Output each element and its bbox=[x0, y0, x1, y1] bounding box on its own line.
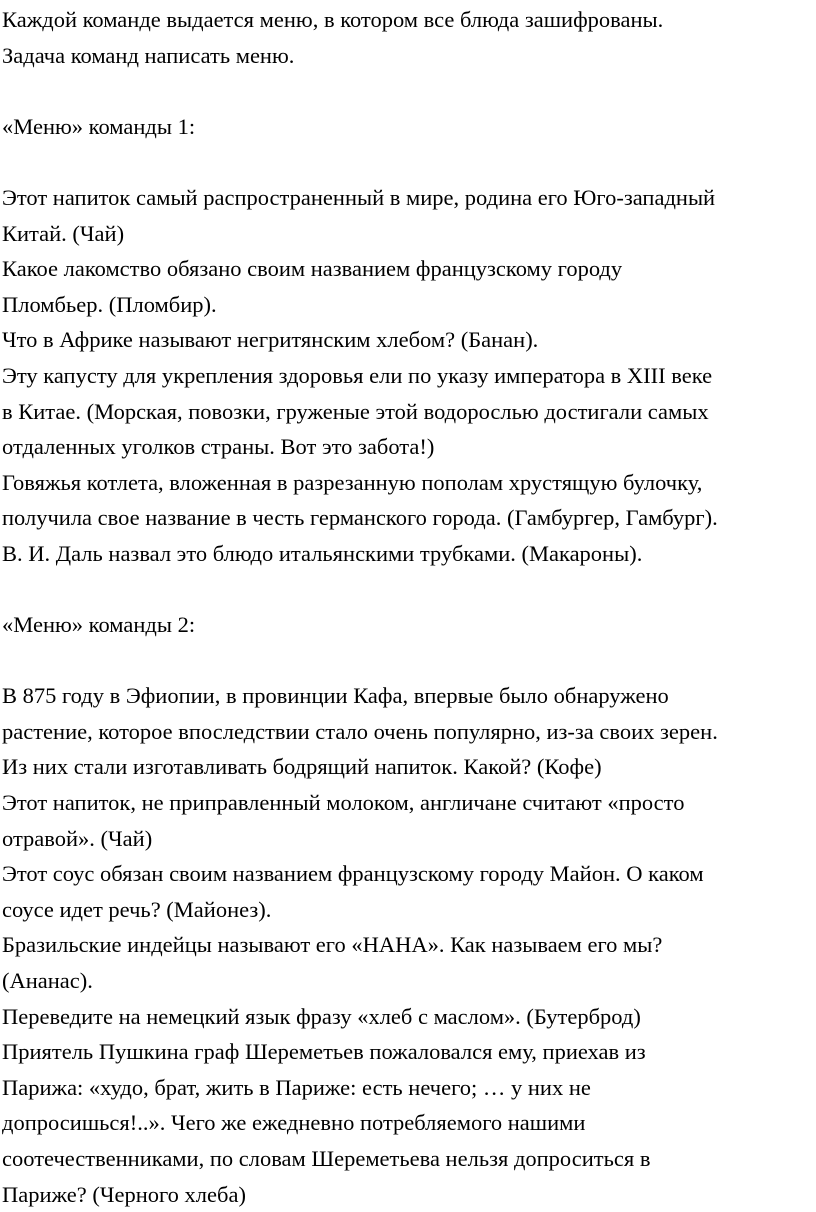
menu2-line: Переведите на немецкий язык фразу «хлеб с маслом». (Бутерброд) bbox=[2, 1003, 641, 1029]
blank-line bbox=[2, 144, 816, 180]
menu1-line: отдаленных уголков страны. Вот это забота!) bbox=[2, 434, 435, 460]
menu1-line: Эту капусту для укрепления здоровья ели по указу императора в XIII веке bbox=[2, 362, 713, 388]
menu1-body bbox=[2, 180, 816, 572]
menu2-line: (Ананас). bbox=[2, 968, 93, 994]
menu1-line: Пломбьер. (Пломбир). bbox=[2, 291, 217, 317]
menu2-line: соусе идет речь? (Майонез). bbox=[2, 896, 272, 922]
menu2-heading: «Меню» команды 2: bbox=[2, 612, 196, 638]
menu2-line: Этот соус обязан своим названием французскому городу Майон. О каком bbox=[2, 861, 704, 887]
intro-line: Задача команд написать меню. bbox=[2, 42, 295, 68]
blank-line bbox=[2, 572, 816, 608]
menu2-line: отравой». (Чай) bbox=[2, 825, 153, 851]
menu1-line: в Китае. (Морская, повозки, груженые этой водорослью достигали самых bbox=[2, 398, 709, 424]
menu2-line: Из них стали изготавливать бодрящий напиток. Какой? (Кофе) bbox=[2, 754, 602, 780]
menu2-line: В 875 году в Эфиопии, в провинции Кафа, впервые было обнаружено bbox=[2, 683, 669, 709]
menu1-line: Какое лакомство обязано своим названием французскому городу bbox=[2, 256, 623, 282]
menu2-body bbox=[2, 678, 816, 1212]
blank-line bbox=[2, 643, 816, 679]
menu2-line: соотечественниками, по словам Шереметьева нельзя допроситься в bbox=[2, 1146, 651, 1171]
menu2-line: Парижа: «худо, брат, жить в Париже: есть нечего; … у них не bbox=[2, 1074, 591, 1100]
menu2-line: Этот напиток, не приправленный молоком, англичане считают «просто bbox=[2, 790, 685, 816]
menu2-line: Париже? (Черного хлеба) bbox=[2, 1181, 246, 1207]
menu1-line: Китай. (Чай) bbox=[2, 220, 125, 246]
menu1-line: Что в Африке называют негритянским хлебом? (Банан). bbox=[2, 327, 539, 353]
menu1-line: Этот напиток самый распространенный в мире, родина его Юго-западный bbox=[2, 184, 716, 210]
menu2-line: Приятель Пушкина граф Шереметьев пожаловался ему, приехав из bbox=[2, 1039, 646, 1065]
menu1-line: получила свое название в честь германского города. (Гамбургер, Гамбург). bbox=[2, 505, 718, 531]
menu2-line: допросишься!..». Чего же ежедневно потребляемого нашими bbox=[2, 1110, 586, 1136]
blank-line bbox=[2, 73, 816, 109]
intro-line: Каждой команде выдается меню, в котором все блюда зашифрованы. bbox=[2, 7, 664, 32]
menu2-line: Бразильские индейцы называют его «НАНА». Как называем его мы? bbox=[2, 932, 663, 958]
menu1-line: Говяжья котлета, вложенная в разрезанную пополам хрустящую булочку, bbox=[2, 469, 703, 495]
menu1-heading: «Меню» команды 1: bbox=[2, 113, 196, 139]
menu2-line: растение, которое впоследствии стало очень популярно, из-за своих зерен. bbox=[2, 718, 718, 744]
menu1-line: В. И. Даль назвал это блюдо итальянскими трубками. (Макароны). bbox=[2, 540, 643, 566]
